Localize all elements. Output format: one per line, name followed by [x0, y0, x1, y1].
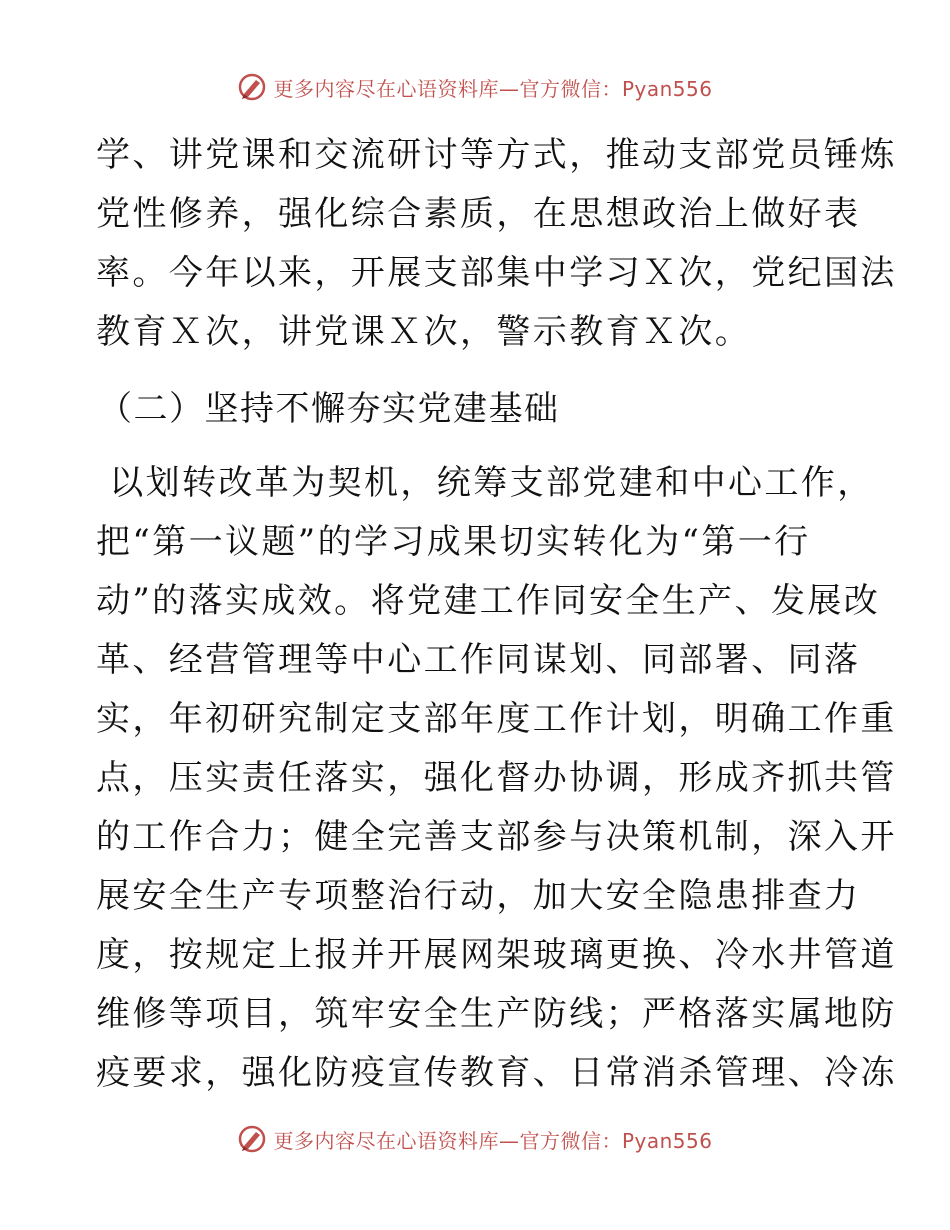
text-line: 度，按规定上报并开展网架玻璃更换、冷水井管道: [96, 935, 897, 975]
text-line: 革、经营管理等中心工作同谋划、同部署、同落: [96, 640, 861, 680]
document-body: [96, 126, 897, 1103]
watermark-text: 更多内容尽在心语资料库—官方微信：Pyan556: [273, 1128, 713, 1153]
text-line: 以划转改革为契机，统筹支部党建和中心工作，: [96, 463, 874, 503]
section-heading: （二）坚持不懈夯实党建基础: [98, 389, 560, 429]
text-line: 点，压实责任落实，强化督办协调，形成齐抓共管: [96, 758, 897, 798]
text-line: 动”的落实成效。将党建工作同安全生产、发展改: [96, 581, 881, 621]
text-line: 率。今年以来，开展支部集中学习Ｘ次，党纪国法: [96, 253, 897, 293]
paragraph-1: [96, 126, 897, 362]
header-watermark: [0, 72, 950, 102]
text-line: 展安全生产专项整治行动，加大安全隐患排查力: [96, 876, 861, 916]
text-line: 维修等项目，筑牢安全生产防线；严格落实属地防: [96, 994, 897, 1034]
text-line: 实，年初研究制定支部年度工作计划，明确工作重: [96, 699, 897, 739]
text-line: 疫要求，强化防疫宣传教育、日常消杀管理、冷冻: [96, 1053, 897, 1093]
text-line: 把“第一议题”的学习成果切实转化为“第一行: [96, 522, 811, 562]
watermark-text: 更多内容尽在心语资料库—官方微信：Pyan556: [273, 76, 713, 101]
text-line: 的工作合力；健全完善支部参与决策机制，深入开: [96, 817, 897, 857]
pen-logo-icon: [237, 72, 267, 102]
paragraph-2: [96, 454, 897, 1103]
pen-logo-icon: [237, 1124, 267, 1154]
footer-watermark: [0, 1124, 950, 1154]
text-line: 党性修养，强化综合素质，在思想政治上做好表: [96, 194, 861, 234]
text-line: 学、讲党课和交流研讨等方式，推动支部党员锤炼: [96, 135, 897, 175]
text-line: 教育Ｘ次，讲党课Ｘ次，警示教育Ｘ次。: [96, 312, 752, 352]
